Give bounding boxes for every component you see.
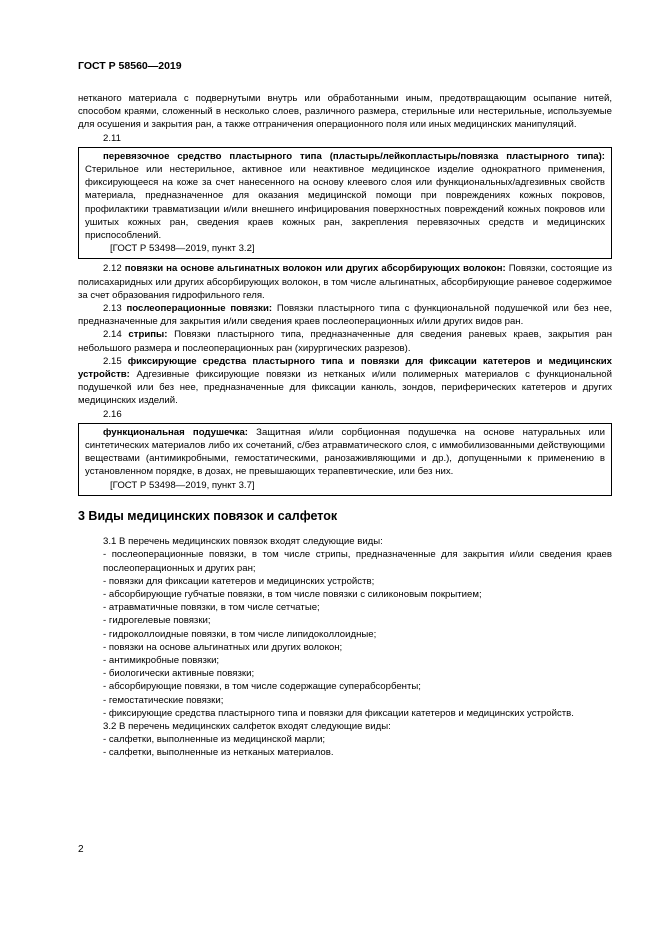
list-item: - абсорбирующие повязки, в том числе содержащие суперабсорбенты; xyxy=(103,681,421,693)
list-item: - салфетки, выполненные из медицинской марли; xyxy=(103,734,326,746)
item-2-15-number: 2.15 xyxy=(103,355,128,367)
dressing-types-list xyxy=(78,548,612,720)
list-item: - повязки для фиксации катетеров и медицинских устройств; xyxy=(103,575,375,587)
item-2-12-paragraph xyxy=(78,262,612,302)
term-box-2-16 xyxy=(78,423,612,496)
wipe-types-list xyxy=(78,733,612,759)
item-2-12-number: 2.12 xyxy=(103,263,125,275)
document-header: ГОСТ Р 58560—2019 xyxy=(78,60,182,72)
item-2-16-term: функциональная подушечка: xyxy=(103,426,248,438)
item-2-13-definition: Повязки пластырного типа с функциональной подушечкой или без нее, предназначенные для закрытия и/или сведения краев послеоперационных и/или других видов ран. xyxy=(78,303,613,328)
term-box-2-11 xyxy=(78,147,612,260)
list-item: - салфетки, выполненные из нетканых материалов. xyxy=(103,747,334,759)
item-2-15-term: фиксирующие средства пластырного типа и повязки для фиксации катетеров и медицинских устройств: xyxy=(78,355,612,381)
list-item: - фиксирующие средства пластырного типа и повязки для фиксации катетеров и медицинских устройств. xyxy=(103,707,574,719)
item-2-14-paragraph xyxy=(78,328,612,354)
list-item: - биологически активные повязки; xyxy=(103,668,255,680)
item-2-14-term: стрипы: xyxy=(128,329,168,341)
item-2-11-term: перевязочное средство пластырного типа (пластырь/лейкопластырь/повязка пластырного типа): xyxy=(103,150,605,162)
item-2-11-paragraph xyxy=(85,150,605,242)
section-3-heading: 3 Виды медицинских повязок и салфеток xyxy=(78,508,338,523)
item-2-12-term: повязки на основе альгинатных волокон или других абсорбирующих волокон: xyxy=(124,263,506,275)
item-2-13-paragraph xyxy=(78,302,612,328)
intro-paragraph: нетканого материала с подвернутыми внутрь или обработанными иным, предотвращающим осыпание нитей, способом краями, сложенный в несколько слоев, различного размера, стерильные или нестерильные, используемые для осушения и закрытия ран, а также отграничения операционного поля или иных медицинских манипуляций. xyxy=(78,93,612,131)
list-item: - атравматичные повязки, в том числе сетчатые; xyxy=(103,602,320,614)
item-2-11-definition: Стерильное или нестерильное, активное или неактивное медицинское изделие однократного применения, фиксирующееся на коже за счет нанесенного на основу клеевого слоя или функциональных/адгезивных свойств материала, предназначенное для оказания медицинской помощи при повреждениях кожных покровов, профилактики травматизации и/или внешнего инфицирования поверхностных повреждений кожных покровов или ушитых кожных ран, сведения краев кожных ран, закрепления перевязочных средств и медицинских приспособлений. xyxy=(85,164,605,242)
item-2-14-number: 2.14 xyxy=(103,329,129,341)
list-item: - гидрогелевые повязки; xyxy=(103,615,211,627)
item-2-16-reference: [ГОСТ Р 53498—2019, пункт 3.7] xyxy=(110,479,255,491)
list-item: - абсорбирующие губчатые повязки, в том числе повязки с силиконовым покрытием; xyxy=(103,588,482,600)
item-2-15-definition: Адгезивные фиксирующие повязки из нетканых и/или полимерных материалов с функциональной подушечкой или без нее, предназначенные для фиксации канюль, зондов, периферических катетеров и других медицинских изделий. xyxy=(78,369,612,407)
list-item: - повязки на основе альгинатных или других волокон; xyxy=(103,641,343,653)
page-number: 2 xyxy=(78,844,84,855)
list-item: - гемостатические повязки; xyxy=(103,694,224,706)
item-2-13-number: 2.13 xyxy=(103,303,127,315)
list-item: - антимикробные повязки; xyxy=(103,654,220,666)
item-2-16-number: 2.16 xyxy=(103,408,122,420)
document-body xyxy=(78,92,612,760)
item-2-16-paragraph xyxy=(85,426,605,479)
item-2-11-number: 2.11 xyxy=(103,132,121,144)
item-2-12-definition: Повязки, состоящие из полисахаридных или других абсорбирующих волокон, в том числе альгинатных, абсорбирующие раневое содержимое за счет образования гидрофильного геля. xyxy=(78,263,613,301)
list-item: - гидроколлоидные повязки, в том числе липидоколлоидные; xyxy=(103,628,377,640)
item-2-13-term: послеоперационные повязки: xyxy=(126,303,273,315)
item-2-15-paragraph xyxy=(78,355,612,408)
item-2-16-definition: Защитная и/или сорбционная подушечка на основе натуральных или синтетических материалов либо их сочетаний, с/без атравматического слоя, с иммобилизованными действующими веществами (антимикробными, гемостатическими, ранозаживляющими и др.), допущенными к применению в установленном порядке, в дозах, не превышающих терапевтические, или без них. xyxy=(85,426,606,478)
item-2-11-reference: [ГОСТ Р 53498—2019, пункт 3.2] xyxy=(110,243,255,255)
list-item: - послеоперационные повязки, в том числе стрипы, предназначенные для закрытия и/или сведения краев послеоперационных и других ран; xyxy=(103,549,612,574)
clause-3-2: 3.2 В перечень медицинских салфеток входят следующие виды: xyxy=(103,720,391,732)
item-2-14-definition: Повязки пластырного типа, предназначенные для сведения раневых краев, закрытия ран небольшого размера и послеоперационных ран (хирургических разрезов). xyxy=(78,329,612,354)
clause-3-1: 3.1 В перечень медицинских повязок входят следующие виды: xyxy=(103,536,383,548)
